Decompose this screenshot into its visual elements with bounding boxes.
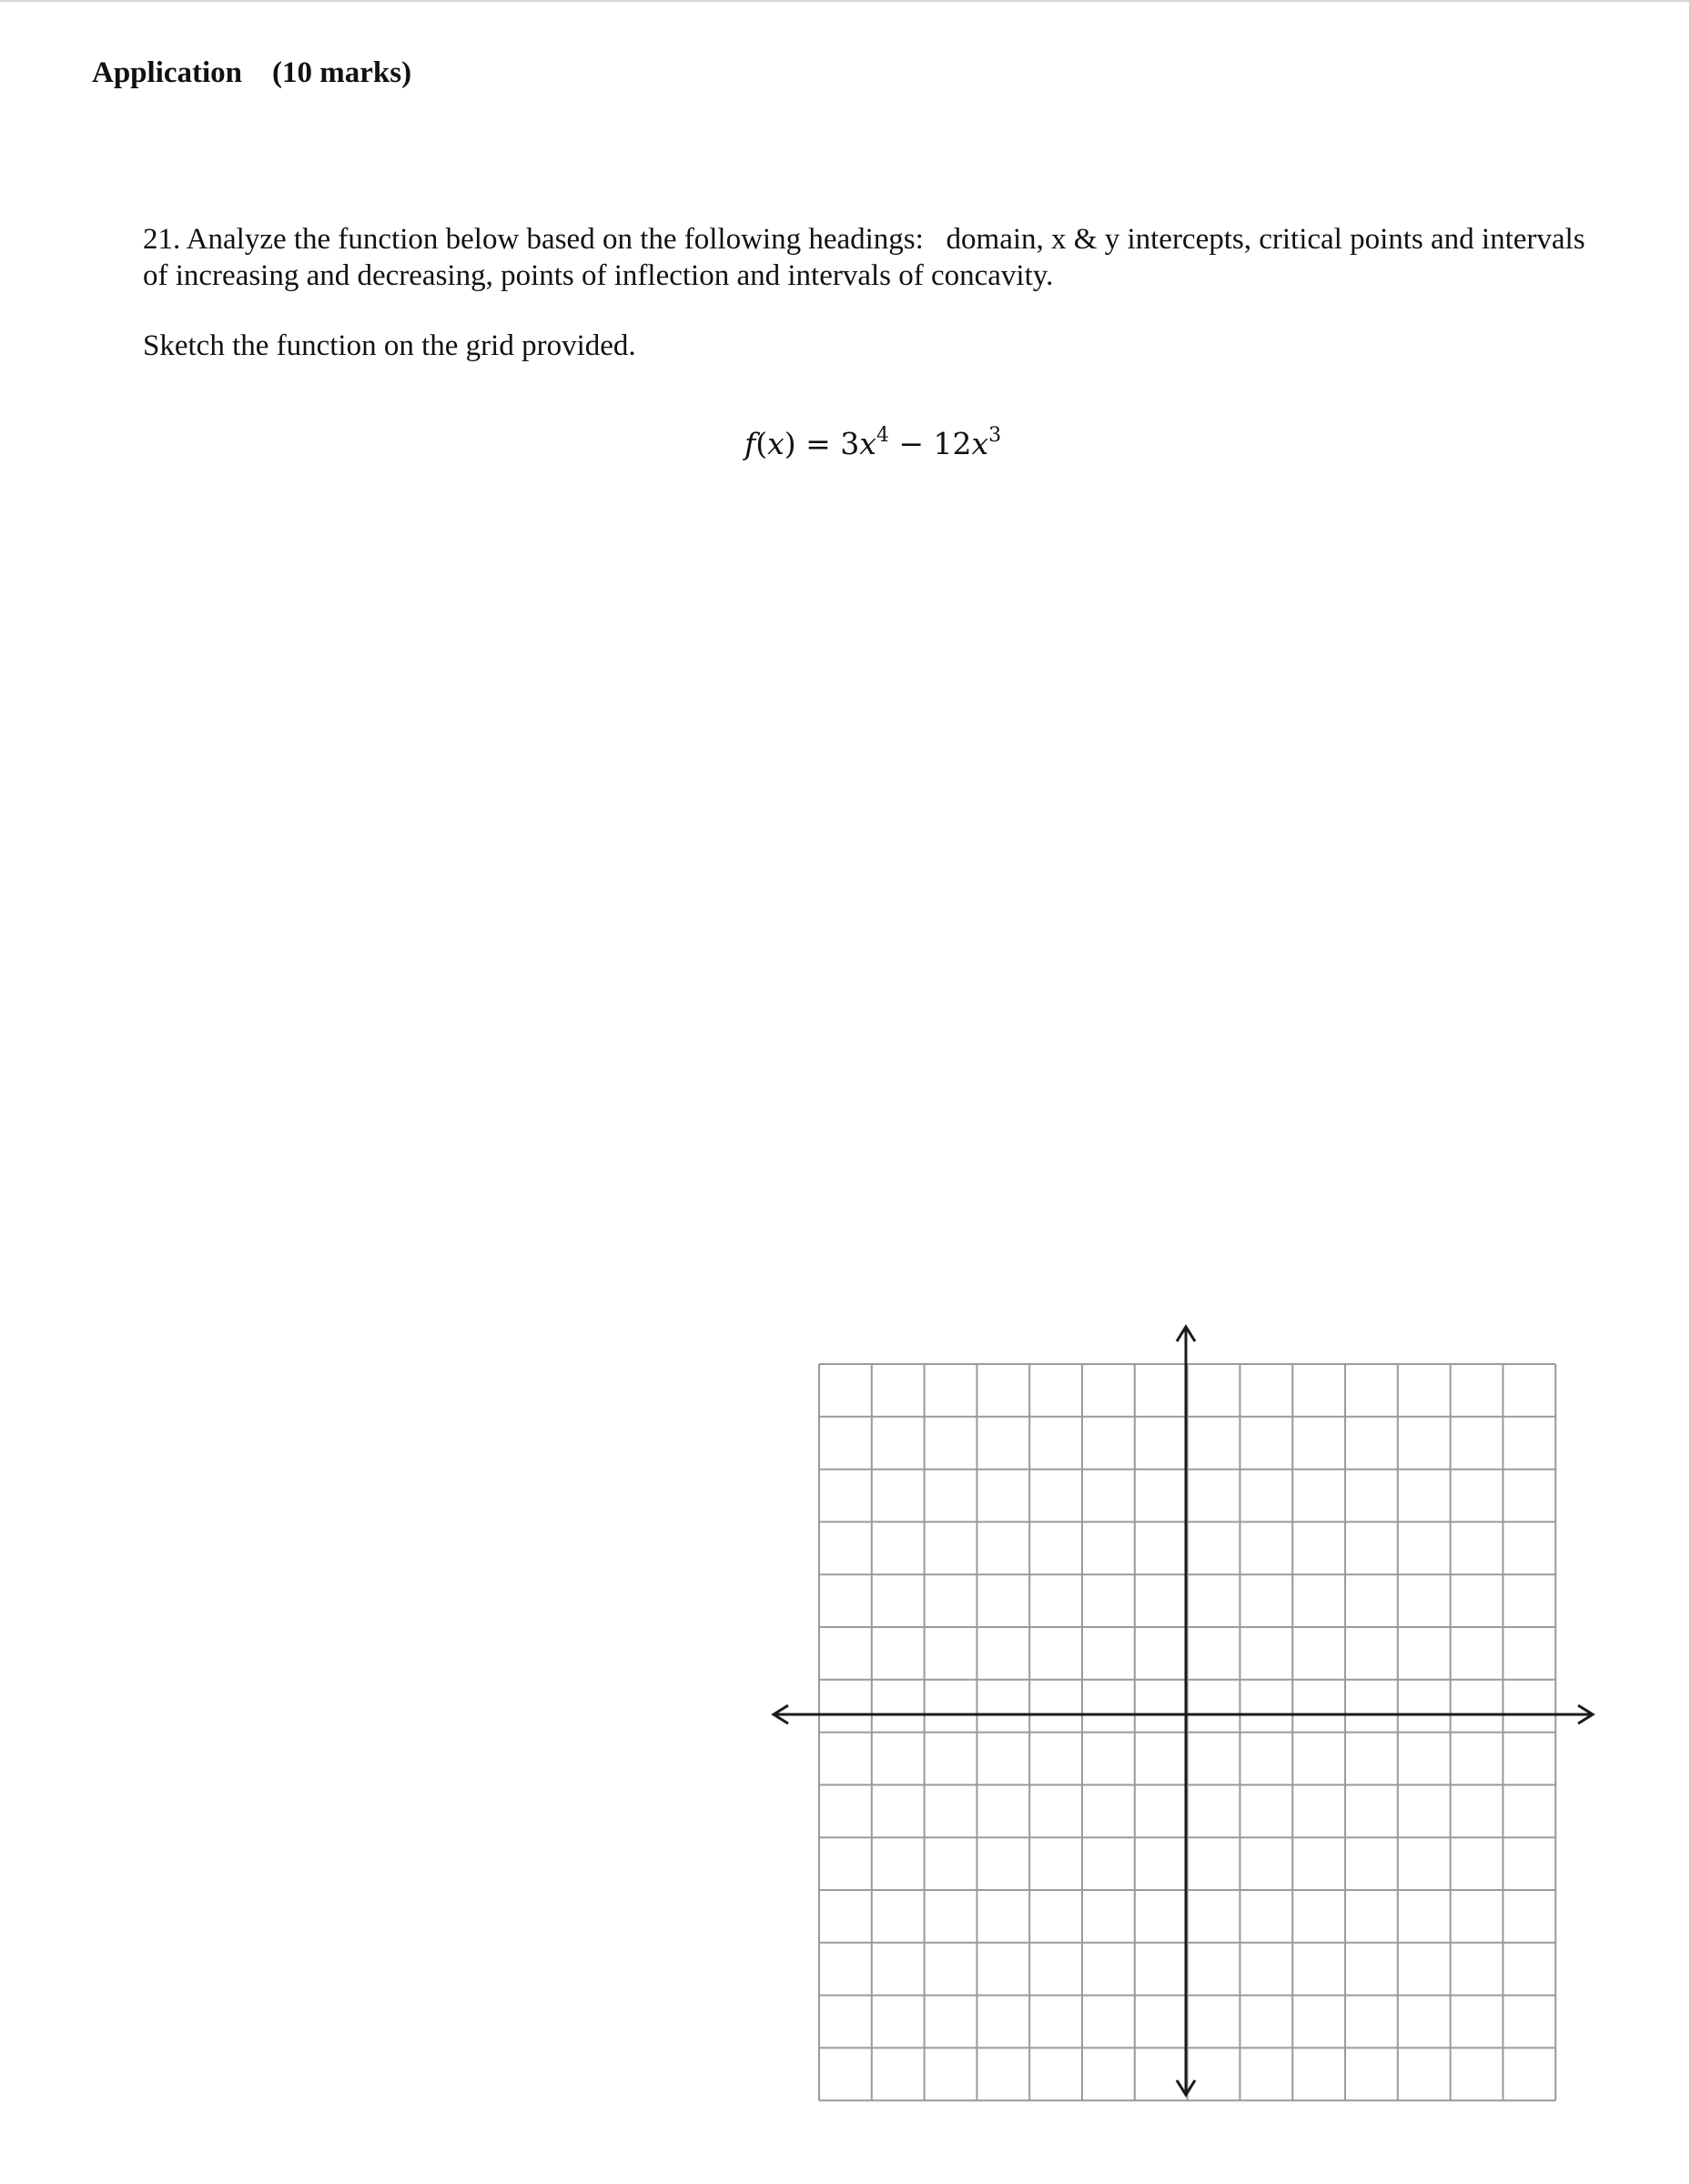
grid-lines xyxy=(819,1364,1555,2100)
sketch-instruction: Sketch the function on the grid provided. xyxy=(143,329,636,362)
formula-close-paren: ) xyxy=(784,426,796,461)
section-heading xyxy=(92,56,411,90)
term1-exponent: 4 xyxy=(876,424,889,447)
question-text xyxy=(143,221,1608,294)
function-formula xyxy=(744,426,1001,461)
formula-minus: − xyxy=(888,426,934,461)
sketch-grid[interactable] xyxy=(755,1310,1611,2111)
question-line-2: of increasing and decreasing, points of inflection and intervals of concavity. xyxy=(143,259,1054,292)
section-title: Application xyxy=(92,56,243,89)
formula-equals: = xyxy=(795,426,841,461)
formula-x: x xyxy=(767,426,785,461)
term1-coefficient: 3 xyxy=(840,426,860,461)
term2-variable: x xyxy=(971,426,989,461)
formula-open-paren: ( xyxy=(755,426,768,461)
term2-exponent: 3 xyxy=(988,424,1002,447)
section-marks: (10 marks) xyxy=(272,56,412,89)
term1-variable: x xyxy=(859,426,876,461)
term2-coefficient: 12 xyxy=(933,426,972,461)
axes xyxy=(774,1327,1593,2095)
question-line-1: 21. Analyze the function below based on the following headings: domain, x & y intercepts, critical points and intervals xyxy=(143,223,1585,256)
formula-f: f xyxy=(744,426,756,461)
